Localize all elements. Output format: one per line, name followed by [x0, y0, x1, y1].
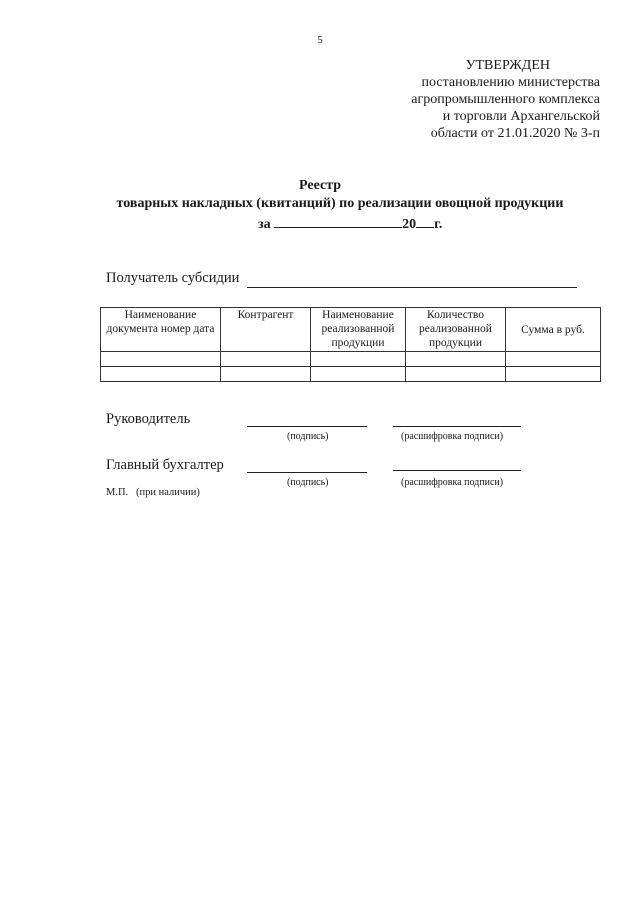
- table-row: [101, 367, 601, 382]
- approval-heading: УТВЕРЖДЕН: [465, 58, 550, 73]
- period-suffix: г.: [434, 217, 443, 232]
- signature-role-accountant: Главный бухгалтер: [106, 457, 224, 473]
- table-header-row: [101, 308, 601, 352]
- page-number: 5: [317, 34, 323, 46]
- table-cell[interactable]: [101, 367, 221, 382]
- stamp-note: М.П. (при наличии): [106, 487, 200, 498]
- period-date-blank[interactable]: [274, 226, 402, 228]
- approval-line: и торговли Архангельской: [442, 109, 600, 124]
- period-year-blank[interactable]: [416, 226, 434, 228]
- period-line: [258, 217, 442, 233]
- signature-field-accountant[interactable]: [247, 472, 367, 473]
- approval-line: постановлению министерства: [421, 75, 600, 90]
- approval-line: области от 21.01.2020 № 3-п: [430, 126, 600, 141]
- column-header-quantity: Количество реализованной продукции: [406, 308, 506, 352]
- approval-block: [360, 74, 600, 142]
- table-cell[interactable]: [311, 367, 406, 382]
- signature-name-caption: (расшифровка подписи): [401, 431, 504, 442]
- signature-role-director: Руководитель: [106, 411, 191, 427]
- table-cell[interactable]: [506, 352, 601, 367]
- signature-name-field-director[interactable]: [393, 426, 521, 427]
- document-subtitle: товарных накладных (квитанций) по реализации овощной продукции: [116, 196, 564, 211]
- recipient-field[interactable]: [247, 287, 577, 288]
- document-title: Реестр: [298, 178, 341, 193]
- table-cell[interactable]: [221, 352, 311, 367]
- register-table: [100, 307, 601, 382]
- period-prefix: за: [258, 217, 271, 232]
- signature-field-director[interactable]: [247, 426, 367, 427]
- signature-name-field-accountant[interactable]: [393, 470, 521, 471]
- table-cell[interactable]: [101, 352, 221, 367]
- table-cell[interactable]: [221, 367, 311, 382]
- column-header-counterparty: Контрагент: [221, 308, 311, 352]
- recipient-label: Получатель субсидии: [106, 270, 240, 286]
- table-cell[interactable]: [406, 367, 506, 382]
- table-cell[interactable]: [311, 352, 406, 367]
- table-cell[interactable]: [406, 352, 506, 367]
- column-header-amount: Сумма в руб.: [506, 308, 601, 352]
- table-cell[interactable]: [506, 367, 601, 382]
- signature-name-caption: (расшифровка подписи): [401, 477, 504, 488]
- period-year-prefix: 20: [402, 217, 417, 232]
- signature-caption: (подпись): [287, 477, 329, 488]
- signature-caption: (подпись): [287, 431, 329, 442]
- table-row: [101, 352, 601, 367]
- column-header-product-name: Наименование реализованной продукции: [311, 308, 406, 352]
- column-header-document: Наименование документа номер дата: [101, 308, 221, 352]
- approval-line: агропромышленного комплекса: [411, 92, 600, 107]
